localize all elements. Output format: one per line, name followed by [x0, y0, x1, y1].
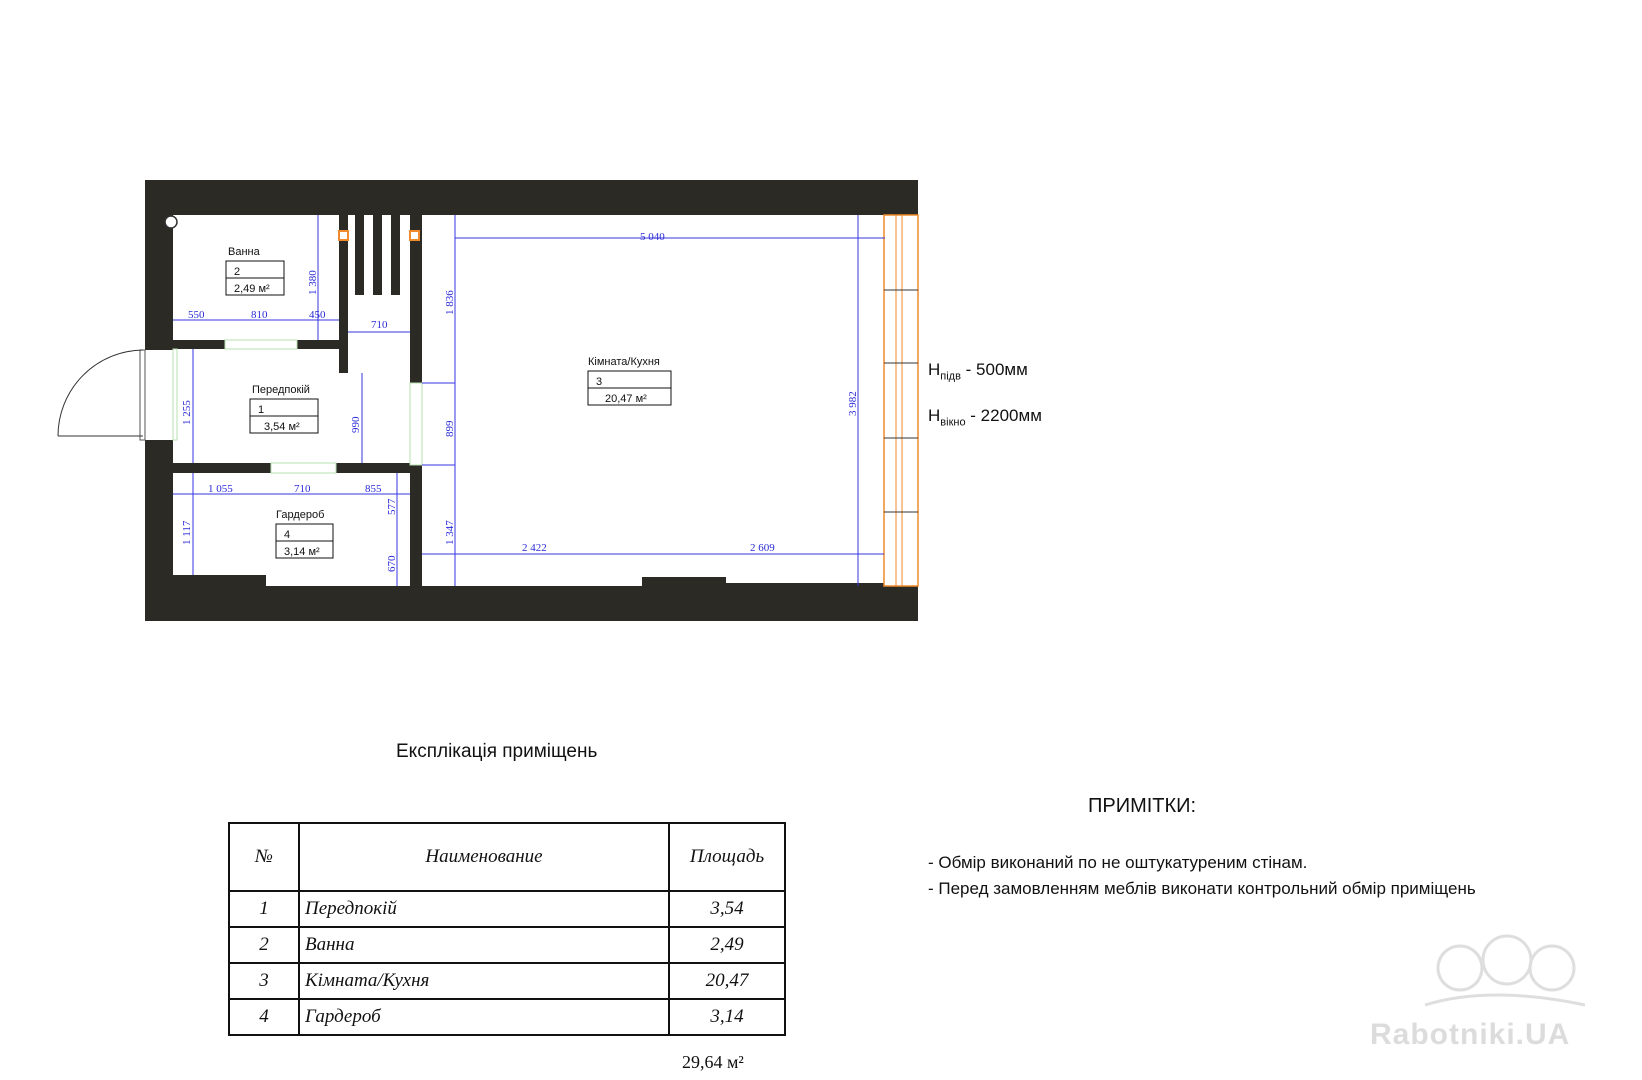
cell-num: 4 [229, 999, 299, 1035]
note-item: - Обмір виконаний по не оштукатуреним стінам. [928, 853, 1308, 872]
table-row [229, 927, 785, 963]
watermark-helmets-icon [1425, 936, 1585, 1005]
height-value: - 2200мм [965, 406, 1042, 425]
dim-1836: 1 836 [444, 290, 456, 315]
explication-title: Експлікація приміщень [396, 741, 598, 762]
room-name: Ванна [228, 246, 260, 258]
table-row [229, 963, 785, 999]
room-name: Гардероб [276, 509, 325, 521]
outlet-marker-icon [410, 231, 419, 240]
watermark-text: Rabotniki.UA [1370, 1018, 1571, 1051]
dim-810: 810 [251, 309, 268, 321]
dim-3982: 3 982 [847, 391, 859, 416]
dim-550: 550 [188, 309, 205, 321]
dim-1255: 1 255 [181, 400, 193, 425]
dim-1055: 1 055 [208, 483, 233, 495]
cell-area: 3,54 [669, 891, 785, 927]
notes-list [928, 850, 1488, 902]
room-number: 1 [258, 404, 265, 416]
room-area: 2,49 м² [234, 283, 270, 295]
room-label-bath [226, 246, 284, 295]
dim-1117: 1 117 [181, 520, 193, 545]
height-letter: H [928, 406, 941, 425]
room-name: Кімната/Кухня [588, 356, 660, 368]
dim-577: 577 [386, 498, 398, 515]
dim-5040: 5 040 [640, 231, 665, 243]
height-value: - 500мм [960, 360, 1028, 379]
room-label-hall [250, 384, 318, 433]
table-header-row [229, 823, 785, 891]
room-area: 3,14 м² [284, 546, 320, 558]
window-height [928, 406, 1042, 452]
dim-990: 990 [350, 416, 362, 433]
cell-area: 20,47 [669, 963, 785, 999]
table-row [229, 891, 785, 927]
dim-670: 670 [386, 555, 398, 572]
cell-num: 3 [229, 963, 299, 999]
sill-height [928, 360, 1042, 406]
header-name: Наименование [299, 823, 669, 891]
note-item: - Перед замовленням меблів виконати контрольний обмір приміщень [928, 879, 1476, 898]
explication-table [228, 822, 786, 1036]
height-notes [928, 360, 1042, 452]
room-label-living [588, 356, 671, 405]
room-number: 2 [234, 266, 241, 278]
room-number: 3 [596, 376, 603, 388]
room-area: 20,47 м² [605, 393, 647, 405]
dim-1380: 1 380 [307, 270, 319, 295]
room-area: 3,54 м² [264, 421, 300, 433]
cell-area: 3,14 [669, 999, 785, 1035]
cell-name: Кімната/Кухня [299, 963, 669, 999]
entrance-door [58, 350, 145, 440]
cell-name: Передпокій [299, 891, 669, 927]
cell-name: Ванна [299, 927, 669, 963]
pipe-marker-icon [165, 216, 177, 228]
dim-1347: 1 347 [444, 520, 456, 545]
dim-899: 899 [444, 420, 456, 437]
header-num: № [229, 823, 299, 891]
notes-title: ПРИМІТКИ: [1088, 795, 1197, 817]
cell-num: 1 [229, 891, 299, 927]
cell-num: 2 [229, 927, 299, 963]
total-area: 29,64 м² [682, 1052, 744, 1072]
room-number: 4 [284, 529, 291, 541]
dim-710-bath: 710 [371, 319, 388, 331]
dim-450: 450 [309, 309, 326, 321]
header-area: Площадь [669, 823, 785, 891]
height-subscript: підв [940, 370, 961, 383]
cell-area: 2,49 [669, 927, 785, 963]
room-name: Передпокій [252, 384, 310, 396]
height-subscript: вікно [940, 416, 966, 429]
dim-2609: 2 609 [750, 542, 775, 554]
dim-855: 855 [365, 483, 382, 495]
cell-name: Гардероб [299, 999, 669, 1035]
dim-2422: 2 422 [522, 542, 547, 554]
table-row [229, 999, 785, 1035]
window-frame [884, 215, 918, 586]
height-letter: H [928, 360, 941, 379]
dim-710-wardrobe: 710 [294, 483, 311, 495]
room-label-wardrobe [276, 509, 333, 558]
outlet-marker-icon [339, 231, 348, 240]
